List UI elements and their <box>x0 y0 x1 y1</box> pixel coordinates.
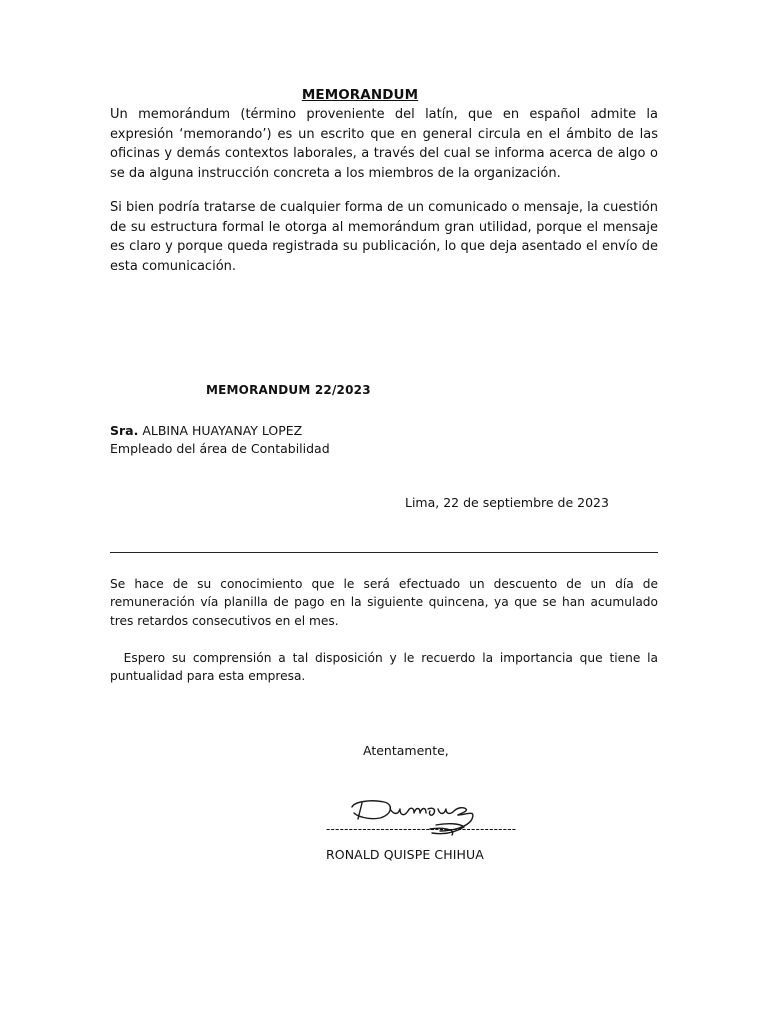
intro-paragraph-2-text: Si bien podría tratarse de cualquier forma de un comunicado o mensaje, la cuestión de su estructura formal le otorga al memorándum gran utilidad, porque el mensaje es claro y porque queda registrada su publicación, lo que deja asentado el envío de esta comunicación. <box>110 200 658 274</box>
recipient-role: Empleado del área de Contabilidad <box>110 441 330 456</box>
closing-text: Atentamente, <box>363 743 449 758</box>
signer-name: RONALD QUISPE CHIHUA <box>326 847 484 862</box>
body-paragraph-1-text: Se hace de su conocimiento que le será efectuado un descuento de un día de remuneración vía planilla de pago en la siguiente quincena, ya que se han acumulado tres retardos consecutivos en el mes. <box>110 577 658 628</box>
intro-paragraph-1 <box>110 105 658 183</box>
section-divider <box>110 552 658 553</box>
body-paragraph-2-text: Espero su comprensión a tal disposición y le recuerdo la importancia que tiene la puntualidad para esta empresa. <box>110 651 662 684</box>
signature-line: ------------------------------------------ <box>326 822 517 836</box>
recipient-name-line <box>110 422 330 440</box>
recipient-name: ALBINA HUAYANAY LOPEZ <box>142 423 303 438</box>
memo-number: MEMORANDUM 22/2023 <box>206 383 371 397</box>
memo-date: Lima, 22 de septiembre de 2023 <box>405 495 609 510</box>
intro-paragraph-1-text: Un memorándum (término proveniente del latín, que en español admite la expresión ‘memorando’) es un escrito que en general circula en el ámbito de las oficinas y demás contextos laborales, a través del cual se informa acerca de algo o se da alguna instrucción concreta a los miembros de la organización. <box>110 107 658 181</box>
body-paragraph-1 <box>110 575 658 630</box>
intro-paragraph-2 <box>110 198 658 276</box>
recipient-block <box>110 422 330 458</box>
recipient-salutation: Sra. <box>110 423 139 438</box>
body-paragraph-2 <box>110 649 662 686</box>
document-title: MEMORANDUM <box>301 87 419 103</box>
